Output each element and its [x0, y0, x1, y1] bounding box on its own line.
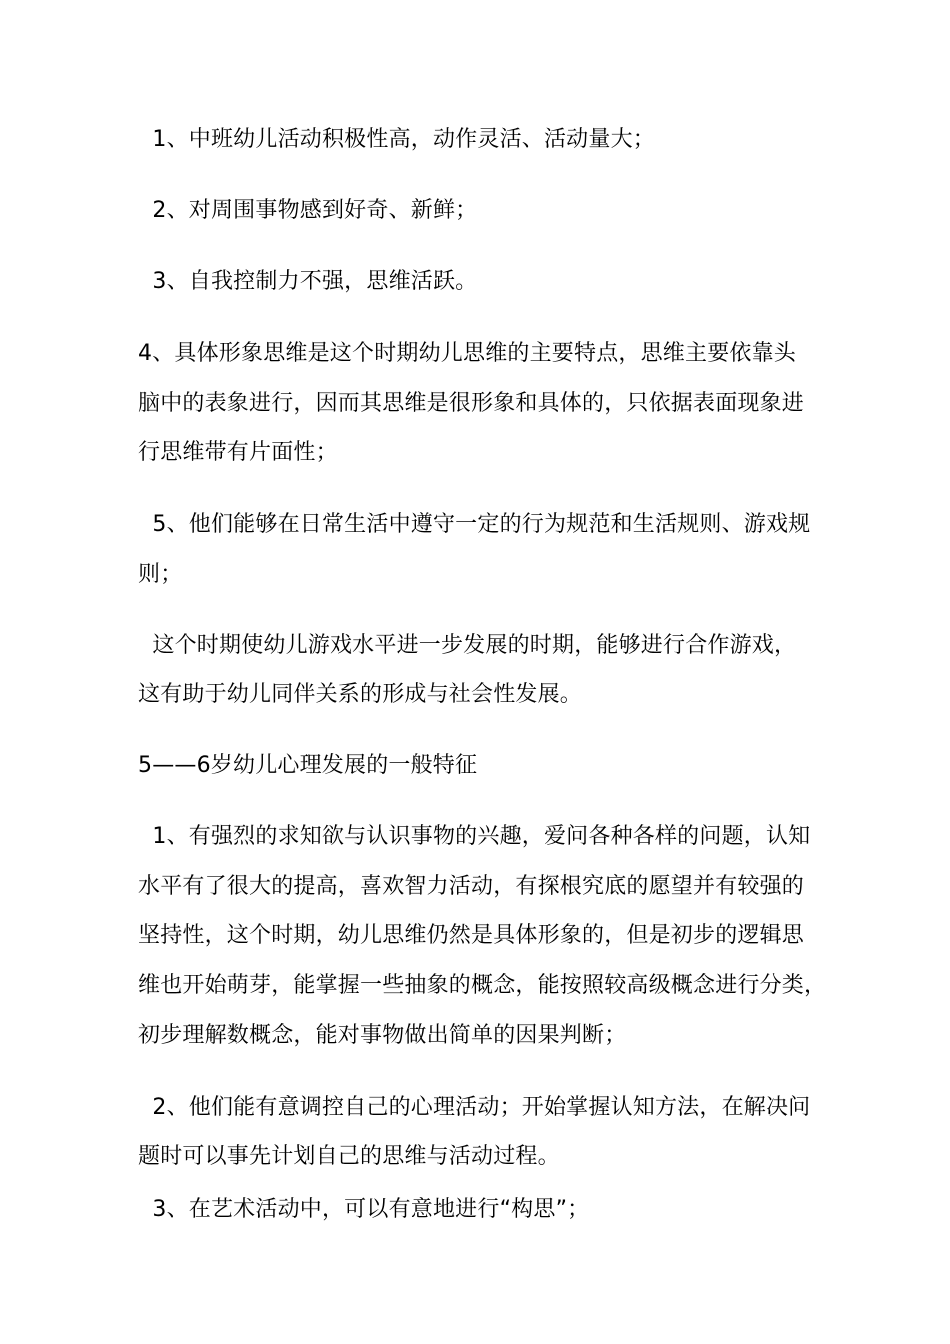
- text-line: 4、具体形象思维是这个时期幼儿思维的主要特点，思维主要依靠头: [138, 341, 796, 366]
- text-line: 3、自我控制力不强，思维活跃。: [138, 269, 478, 294]
- text-line: 1、中班幼儿活动积极性高，动作灵活、活动量大；: [138, 127, 655, 152]
- text-line: 维也开始萌芽，能掌握一些抽象的概念，能按照较高级概念进行分类，: [138, 973, 827, 998]
- text-line: 水平有了很大的提高，喜欢智力活动，有探根究底的愿望并有较强的: [138, 874, 805, 899]
- text-line: 初步理解数概念，能对事物做出简单的因果判断；: [138, 1023, 627, 1048]
- text-line: 5、他们能够在日常生活中遵守一定的行为规范和生活规则、游戏规: [138, 512, 811, 537]
- text-line: 则；: [138, 562, 183, 587]
- text-line: 脑中的表象进行，因而其思维是很形象和具体的，只依据表面现象进: [138, 391, 805, 416]
- text-line: 题时可以事先计划自己的思维与活动过程。: [138, 1144, 560, 1169]
- text-line: 坚持性，这个时期，幼儿思维仍然是具体形象的，但是初步的逻辑思: [138, 923, 805, 948]
- text-line: 2、对周围事物感到好奇、新鲜；: [138, 198, 478, 223]
- text-line: 2、他们能有意调控自己的心理活动；开始掌握认知方法，在解决问: [138, 1095, 811, 1120]
- text-line: 这个时期使幼儿游戏水平进一步发展的时期，能够进行合作游戏，: [138, 633, 797, 658]
- text-line: 3、在艺术活动中，可以有意地进行“构思”；: [138, 1197, 590, 1222]
- text-line: 1、有强烈的求知欲与认识事物的兴趣，爱问各种各样的问题，认知: [138, 824, 811, 849]
- section-heading: 5——6岁幼儿心理发展的一般特征: [138, 753, 478, 778]
- text-line: 这有助于幼儿同伴关系的形成与社会性发展。: [138, 682, 583, 707]
- text-line: 行思维带有片面性；: [138, 440, 338, 465]
